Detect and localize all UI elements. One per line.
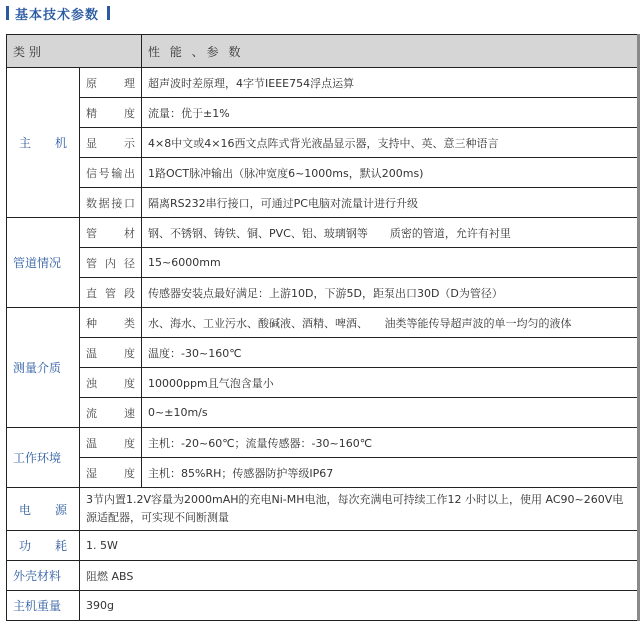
table-row	[7, 278, 639, 308]
category-medium: 测量介质	[7, 308, 80, 428]
row-label: 数据接口	[80, 188, 142, 218]
table-row	[7, 561, 639, 591]
row-value: 390g	[80, 591, 639, 621]
category-consumption: 功 耗	[7, 531, 80, 561]
spec-table	[6, 34, 640, 621]
table-row	[7, 591, 639, 621]
table-row	[7, 188, 639, 218]
table-row	[7, 158, 639, 188]
row-value: 隔离RS232串行接口，可通过PC电脑对流量计进行升级	[142, 188, 639, 218]
row-value: 超声波时差原理，4字节IEEE754浮点运算	[142, 68, 639, 98]
category-pipe: 管道情况	[7, 218, 80, 308]
table-row	[7, 248, 639, 278]
row-label: 信号输出	[80, 158, 142, 188]
row-label: 温 度	[80, 338, 142, 368]
row-value: 主机：-20~60℃；流量传感器：-30~160℃	[142, 428, 639, 458]
section-title	[6, 4, 110, 22]
table-row	[7, 98, 639, 128]
category-host: 主 机	[7, 68, 80, 218]
category-weight: 主机重量	[7, 591, 80, 621]
row-value: 水、海水、工业污水、酸碱液、酒精、啤酒、 油类等能传导超声波的单一均匀的液体	[142, 308, 639, 338]
row-label: 种 类	[80, 308, 142, 338]
row-label: 管内径	[80, 248, 142, 278]
row-label: 显 示	[80, 128, 142, 158]
table-row	[7, 338, 639, 368]
table-row	[7, 128, 639, 158]
header-category: 类 别	[7, 35, 142, 68]
row-value: 温度：-30~160℃	[142, 338, 639, 368]
row-value: 15~6000mm	[142, 248, 639, 278]
title-bar-right-icon	[107, 6, 110, 20]
row-label: 原 理	[80, 68, 142, 98]
row-value: 主机：85%RH；传感器防护等级IP67	[142, 458, 639, 488]
row-label: 直管段	[80, 278, 142, 308]
table-row	[7, 531, 639, 561]
table-row	[7, 68, 639, 98]
row-value: 0~±10m/s	[142, 398, 639, 428]
row-value: 10000ppm且气泡含量小	[142, 368, 639, 398]
table-row	[7, 218, 639, 248]
title-bar-left-icon	[6, 6, 9, 20]
table-row	[7, 428, 639, 458]
table-row	[7, 488, 639, 531]
row-value: 传感器安装点最好满足：上游10D，下游5D，距泵出口30D（D为管径）	[142, 278, 639, 308]
row-value: 流量：优于±1%	[142, 98, 639, 128]
row-label: 浊 度	[80, 368, 142, 398]
row-value: 1. 5W	[80, 531, 639, 561]
row-value: 1路OCT脉冲输出（脉冲宽度6~1000ms，默认200ms)	[142, 158, 639, 188]
category-environment: 工作环境	[7, 428, 80, 488]
row-label: 精 度	[80, 98, 142, 128]
section-title-text: 基本技术参数	[15, 7, 100, 23]
row-label: 流 速	[80, 398, 142, 428]
table-header-row	[7, 35, 639, 68]
category-power: 电 源	[7, 488, 80, 531]
table-row	[7, 458, 639, 488]
table-row	[7, 308, 639, 338]
row-label: 温 度	[80, 428, 142, 458]
row-label: 管 材	[80, 218, 142, 248]
row-value: 钢、不锈钢、铸铁、铜、PVC、铝、玻璃钢等 质密的管道，允许有衬里	[142, 218, 639, 248]
header-performance: 性 能 、参 数	[142, 35, 639, 68]
table-row	[7, 368, 639, 398]
row-value: 阻燃 ABS	[80, 561, 639, 591]
row-label: 湿 度	[80, 458, 142, 488]
row-value: 4×8中文或4×16西文点阵式背光液晶显示器，支持中、英、意三种语言	[142, 128, 639, 158]
table-row	[7, 398, 639, 428]
row-value: 3节内置1.2V容量为2000mAH的充电Ni-MH电池，每次充满电可持续工作12 小时以上，使用 AC90~260V电源适配器，可实现不间断测量	[80, 488, 639, 531]
category-housing: 外壳材料	[7, 561, 80, 591]
